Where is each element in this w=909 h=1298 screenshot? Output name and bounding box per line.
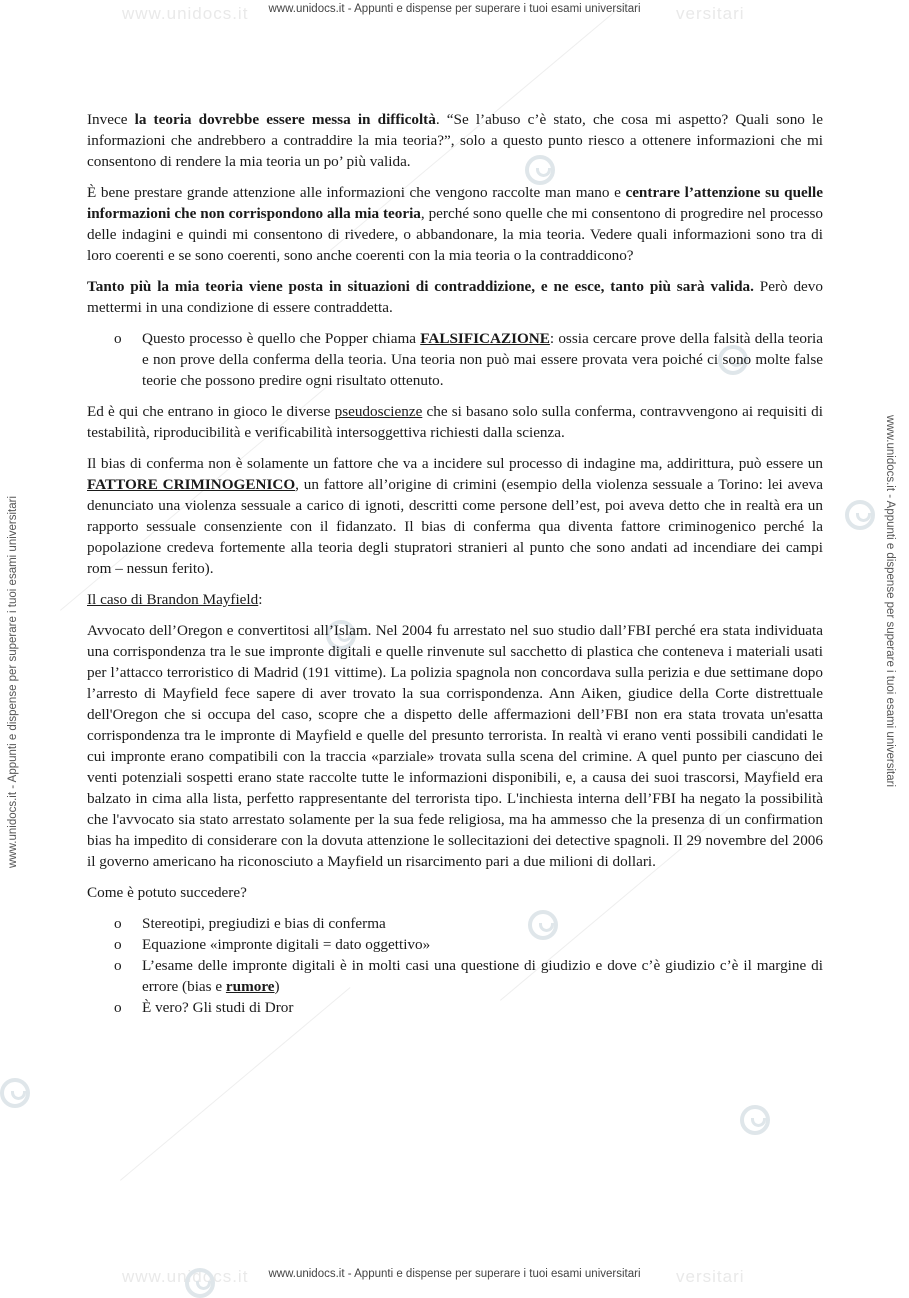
bullet-marker: o — [114, 936, 122, 953]
bullet-list — [87, 913, 823, 1018]
bullet-marker: o — [114, 999, 122, 1016]
unidocs-logo-icon — [740, 1105, 770, 1135]
unidocs-logo-icon — [845, 500, 875, 530]
bold-underlined-term: FALSIFICAZIONE — [420, 330, 550, 347]
bullet-marker: o — [114, 957, 122, 974]
footer-banner: www.unidocs.it - Appunti e dispense per superare i tuoi esami universitari — [268, 1268, 641, 1280]
watermark-text: versitari — [676, 4, 745, 23]
paragraph: Il bias di conferma non è solamente un fattore che va a incidere sul processo di indagine ma, addirittura, può essere un FATTORE CRIMINOGENICO, un fattore all’origine di crimini (esempio della violenza sessuale a Torino: lei aveva denunciato una violenza sessuale a carico di ignoti, descritti come persone dell’est, poi aveva detto che in realtà era un rapporto sessuale consenziente con il fidanzato. Il bias di conferma qua diventa fattore criminogenico perché la popolazione credeva fortemente alla teoria degli stupratori stranieri al punto che sono andati ad incendiare dei campi rom – nessun ferito). — [87, 455, 823, 577]
bullet-list — [87, 328, 823, 391]
watermark-text: versitari — [676, 1267, 745, 1286]
document-body — [87, 109, 823, 1028]
bold-underlined-term: FATTORE CRIMINOGENICO — [87, 476, 296, 493]
paragraph: È bene prestare grande attenzione alle informazioni che vengono raccolte man mano e centrare l’attenzione su quelle informazioni che non corrispondono alla mia teoria, perché sono quelle che mi consentono di progredire nel processo delle indagini e quindi mi consentono di rivedere, o abbandonare, la mia teoria. Vedere quali informazioni sono tra di loro coerenti e se sono coerenti, sono anche coerenti con la mia teoria o la contraddicono? — [87, 184, 823, 264]
bullet-marker: o — [114, 330, 122, 347]
underlined-term: pseudoscienze — [334, 403, 423, 420]
paragraph: Come è potuto succedere? — [87, 884, 247, 901]
list-item: o Stereotipi, pregiudizi e bias di conferma — [114, 915, 386, 932]
bullet-marker: o — [114, 915, 122, 932]
side-banner-right: www.unidocs.it - Appunti e dispense per superare i tuoi esami universitari — [884, 415, 896, 788]
paragraph: Ed è qui che entrano in gioco le diverse pseudoscienze che si basano solo sulla conferma, contravvengono ai requisiti di testabilità, riproducibilità e verificabilità intersoggettiva richiesti dalla scienza. — [87, 403, 823, 441]
header-banner: www.unidocs.it - Appunti e dispense per superare i tuoi esami universitari — [268, 3, 641, 15]
bold-text: centrare l’attenzione su quelle informazioni che non corrispondono alla mia teoria — [87, 184, 823, 222]
paragraph: Invece la teoria dovrebbe essere messa in difficoltà. “Se l’abuso c’è stato, che cosa mi aspetto? Quali sono le informazioni che andrebbero a contraddire la mia teoria?”, solo a questo punto riesco a ottenere informazioni che mi consentono di rendere la mia teoria un po’ più valida. — [87, 111, 823, 170]
unidocs-logo-icon — [0, 1078, 30, 1108]
side-banner-left: www.unidocs.it - Appunti e dispense per superare i tuoi esami universitari — [7, 495, 19, 868]
list-item: o Questo processo è quello che Popper chiama FALSIFICAZIONE: ossia cercare prove della falsità della teoria e non prove della conferma della teoria. Una teoria non può mai essere provata vera poiché ci sono molte false teorie che possono predire ogni risultato ottenuto. — [114, 330, 823, 389]
list-item: o Equazione «impronte digitali = dato oggettivo» — [114, 936, 431, 953]
watermark-text: www.unidocs.it — [122, 4, 249, 23]
bold-text: Tanto più la mia teoria viene posta in situazioni di contraddizione, e ne esce, tanto più sarà valida. — [87, 278, 754, 295]
bold-text: la teoria dovrebbe essere messa in difficoltà — [134, 111, 436, 128]
paragraph: Avvocato dell’Oregon e convertitosi all’Islam. Nel 2004 fu arrestato nel suo studio dall’FBI perché era stata individuata una corrispondenza tra le sue impronte digitali e quelle rinvenute sul sacchetto di plastica che conteneva i materiali usati per l’attacco terroristico di Madrid (191 vittime). La polizia spagnola non concordava sulla perizia e due settimane dopo l’arresto di Mayfield fece sapere di aver trovato la sua corrispondenza. Ann Aiken, giudice della Corte distrettuale dell'Oregon che si occupa del caso, scopre che a dispetto delle affermazioni dell’FBI non era stata trovata un'esatta corrispondenza tra le impronte di Mayfield e quelle del presunto terrorista. In realtà vi erano venti possibili candidati le cui impronte erano compatibili con la traccia «parziale» trovata sulla scena del crimine. A quel punto per ciascuno dei venti potenziali sospetti erano state raccolte tutte le informazioni disponibili, e, a causa dei suoi trascorsi, Mayfield era balzato in cima alla lista, perfetto rappresentante del terrorista tipo. L'inchiesta interna dell’FBI ha negato la possibilità che l'avvocato sia stato arrestato solamente per la sua fede religiosa, ma ha ammesso che la presenza di un confirmation bias ha impedito di considerare con la dovuta attenzione le sollecitazioni dei detective spagnoli. Il 29 novembre del 2006 il governo americano ha riconosciuto a Mayfield un risarcimento pari a due milioni di dollari. — [87, 622, 823, 870]
section-heading: Il caso di Brandon Mayfield: — [87, 591, 263, 608]
bold-underlined-term: rumore — [225, 978, 275, 995]
list-item: o È vero? Gli studi di Dror — [114, 999, 294, 1016]
case-heading: Il caso di Brandon Mayfield — [87, 591, 259, 608]
paragraph: Tanto più la mia teoria viene posta in situazioni di contraddizione, e ne esce, tanto più sarà valida. Però devo mettermi in una condizione di essere contraddetta. — [87, 278, 823, 316]
list-item: o L’esame delle impronte digitali è in molti casi una questione di giudizio e dove c’è giudizio c’è il margine di errore (bias e rumore) — [114, 957, 823, 995]
watermark-text: www.unidocs.it — [122, 1267, 249, 1286]
